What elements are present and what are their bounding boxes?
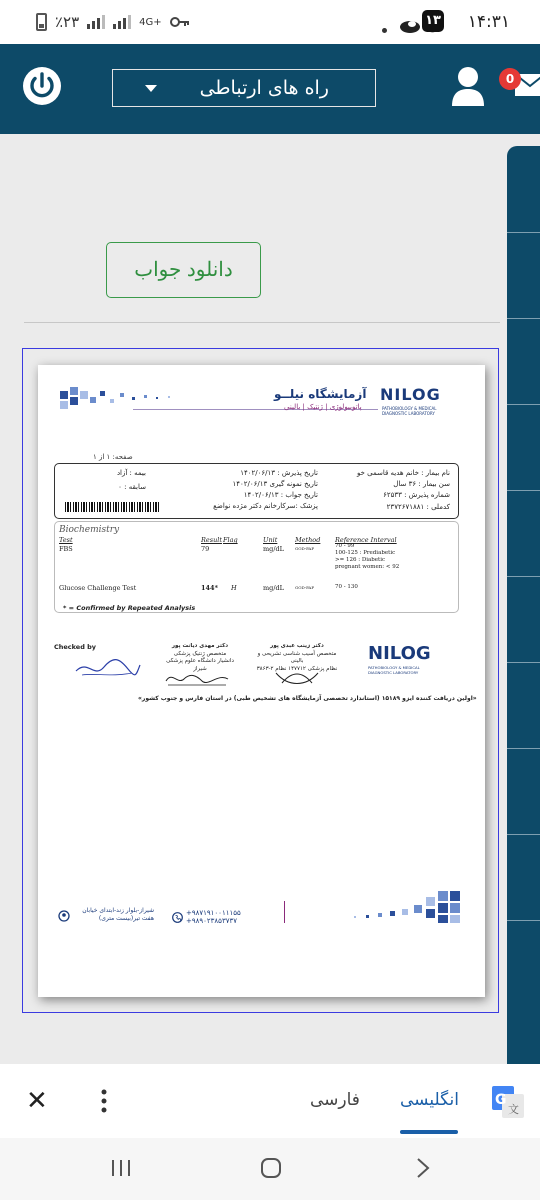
- app-header: [0, 44, 540, 134]
- close-icon[interactable]: ✕: [26, 1086, 48, 1116]
- report-viewer[interactable]: [22, 348, 499, 1013]
- nilog-tagline: PATHOBIOLOGY & MEDICAL DIAGNOSTIC LABORATORY: [382, 406, 437, 416]
- insurance: بیمه : آزاد: [116, 469, 146, 477]
- source-language-tab[interactable]: فارسی: [310, 1090, 360, 1110]
- confirmation-note: * = Confirmed by Repeated Analysis: [63, 604, 196, 612]
- row-test: FBS: [59, 545, 73, 553]
- row-unit: mg/dL: [263, 545, 284, 553]
- answer-date: تاریخ جواب : ۱۴۰۲/۰۶/۱۳: [243, 491, 318, 499]
- row-method: GOD-PAP: [295, 585, 315, 590]
- signature-1: [162, 667, 232, 689]
- row-reference: 70 - 130: [335, 584, 358, 590]
- vpn-key-icon: [170, 16, 190, 28]
- row-reference: pregnant women: < 92: [335, 564, 400, 570]
- lab-report-page: [38, 365, 485, 997]
- battery-level: ٪۲۳: [55, 13, 80, 31]
- patient-age: سن بیمار : ۳۶ سال: [393, 480, 450, 488]
- recent-apps-icon[interactable]: [110, 1156, 132, 1180]
- iso-certification-line: «اولین دریافت کننده ایزو ۱۵۱۸۹ (استاندارد تخصصی آزمایشگاه های تشخیص طبی) در استان فارس و جنوب کشور»: [138, 695, 477, 702]
- location-icon: [58, 910, 70, 922]
- row-flag: H: [231, 584, 237, 592]
- barcode: [65, 502, 161, 512]
- chevron-down-icon: [145, 85, 157, 92]
- footer-address: شیراز-بلوار زند-ابتدای خیابان هفت تیر(بیست متری): [82, 907, 154, 922]
- patient-name: نام بیمار : خانم هدیه قاسمی خو: [356, 469, 450, 477]
- notification-count-badge: ۱۳: [422, 10, 444, 32]
- history: سابقه : ۰: [118, 483, 146, 491]
- section-title: Biochemistry: [59, 525, 120, 535]
- svg-text:G: G: [495, 1092, 507, 1108]
- row-result: 144*: [201, 584, 218, 592]
- col-test: Test: [59, 536, 73, 544]
- side-tab-divider: [507, 834, 540, 835]
- svg-text:文: 文: [508, 1103, 519, 1116]
- signal-icon-2: [113, 15, 131, 29]
- phone-icon: [172, 912, 183, 923]
- signer-1: دکتر مهدی دیانت پور متخصص ژنتیک پزشکی دانشیار دانشگاه علوم پزشکی شیراز: [166, 643, 234, 673]
- system-nav-bar: [0, 1138, 540, 1200]
- nilog-tagline-bottom: PATHOBIOLOGY & MEDICAL DIAGNOSTIC LABORATORY: [368, 665, 420, 675]
- checked-by-label: Checked by: [54, 643, 97, 651]
- national-code: کدملی : ۲۳۷۲۶۷۱۸۸۱: [386, 503, 450, 511]
- admission-date: تاریخ پذیرش : ۱۴۰۲/۰۶/۱۳: [240, 469, 318, 477]
- battery-icon: [36, 13, 47, 31]
- contact-dropdown-label: راه های ارتباطی: [199, 77, 329, 99]
- side-tab-divider: [507, 748, 540, 749]
- sample-date: تاریخ نمونه گیری ۱۴۰۲/۰۶/۱۳: [232, 480, 318, 488]
- back-icon[interactable]: [414, 1156, 432, 1180]
- message-count-badge: 0: [499, 68, 521, 90]
- translate-bar: [0, 1064, 540, 1138]
- side-tab-strip[interactable]: [507, 146, 540, 1066]
- results-table: [54, 521, 459, 613]
- nilog-logo: NILOG: [380, 385, 441, 404]
- footer-phone: +۹۸۷۱۹۱۰۰۱۱۱۵۵ +۹۸۹۰۲۳۸۵۳۷۳۷: [186, 909, 241, 926]
- side-tab-divider: [507, 920, 540, 921]
- lab-name: آزمایشگاه نیلــو: [274, 387, 367, 401]
- signature-checker: [72, 653, 142, 683]
- active-tab-indicator: [400, 1130, 458, 1134]
- side-tab-divider: [507, 662, 540, 663]
- lab-subtitle: پاتوبیولوژی | ژنتیک | بالینی: [284, 403, 362, 411]
- admission-number: شماره پذیرش : ۶۲۵۳۳: [383, 491, 450, 499]
- nilog-logo-bottom: NILOG: [368, 643, 431, 664]
- target-language-tab[interactable]: انگلیسی: [400, 1090, 459, 1110]
- patient-info-box: [54, 463, 459, 519]
- network-type: 4G+: [139, 16, 162, 28]
- clock: ۱۴:۳۱: [467, 12, 510, 32]
- home-icon[interactable]: [259, 1156, 283, 1180]
- more-options-icon[interactable]: [92, 1086, 116, 1116]
- status-dot: [382, 28, 387, 33]
- col-method: Method: [295, 536, 321, 544]
- side-tab-divider: [507, 232, 540, 233]
- user-icon[interactable]: [450, 66, 486, 106]
- download-result-button[interactable]: دانلود جواب: [106, 242, 261, 298]
- contact-dropdown[interactable]: [112, 69, 376, 107]
- side-tab-divider: [507, 490, 540, 491]
- footer-logo-pattern: [328, 885, 468, 925]
- col-result: Result: [201, 536, 222, 544]
- status-left: [36, 13, 190, 31]
- col-unit: Unit: [263, 536, 278, 544]
- referring-doctor: پزشک :سرکارخانم دکتر مژده نواضع: [213, 502, 318, 510]
- row-reference: 100-125 : Prediabetic: [335, 550, 396, 556]
- power-icon[interactable]: [22, 66, 62, 106]
- side-tab-divider: [507, 404, 540, 405]
- divider: [24, 322, 500, 323]
- row-reference: 70 - 99: [335, 543, 355, 549]
- col-reference: Reference Interval: [335, 536, 397, 544]
- col-flag: Flag: [223, 536, 238, 544]
- status-bar: [0, 0, 540, 44]
- row-unit: mg/dL: [263, 584, 284, 592]
- footer-divider: [284, 901, 285, 923]
- app-notification-icon: [398, 18, 422, 34]
- row-test: Glucose Challenge Test: [59, 584, 137, 592]
- row-reference: >= 126 : Diabetic: [335, 557, 386, 563]
- side-tab-divider: [507, 318, 540, 319]
- google-translate-icon: [492, 1086, 524, 1118]
- signer-2: دکتر زینب عبدی پور متخصص آسیب شناسی تشریحی و بالینی نظام پزشکی ۱۴۷۷۱۲ نظام ۲-۳۸۶۳: [256, 643, 338, 673]
- page-number: صفحه: ۱ از ۱: [93, 453, 133, 461]
- side-tab-divider: [507, 576, 540, 577]
- row-method: GOD-PAP: [295, 546, 315, 551]
- row-result: 79: [201, 545, 210, 553]
- signal-icon: [87, 15, 105, 29]
- signature-2: [272, 667, 322, 691]
